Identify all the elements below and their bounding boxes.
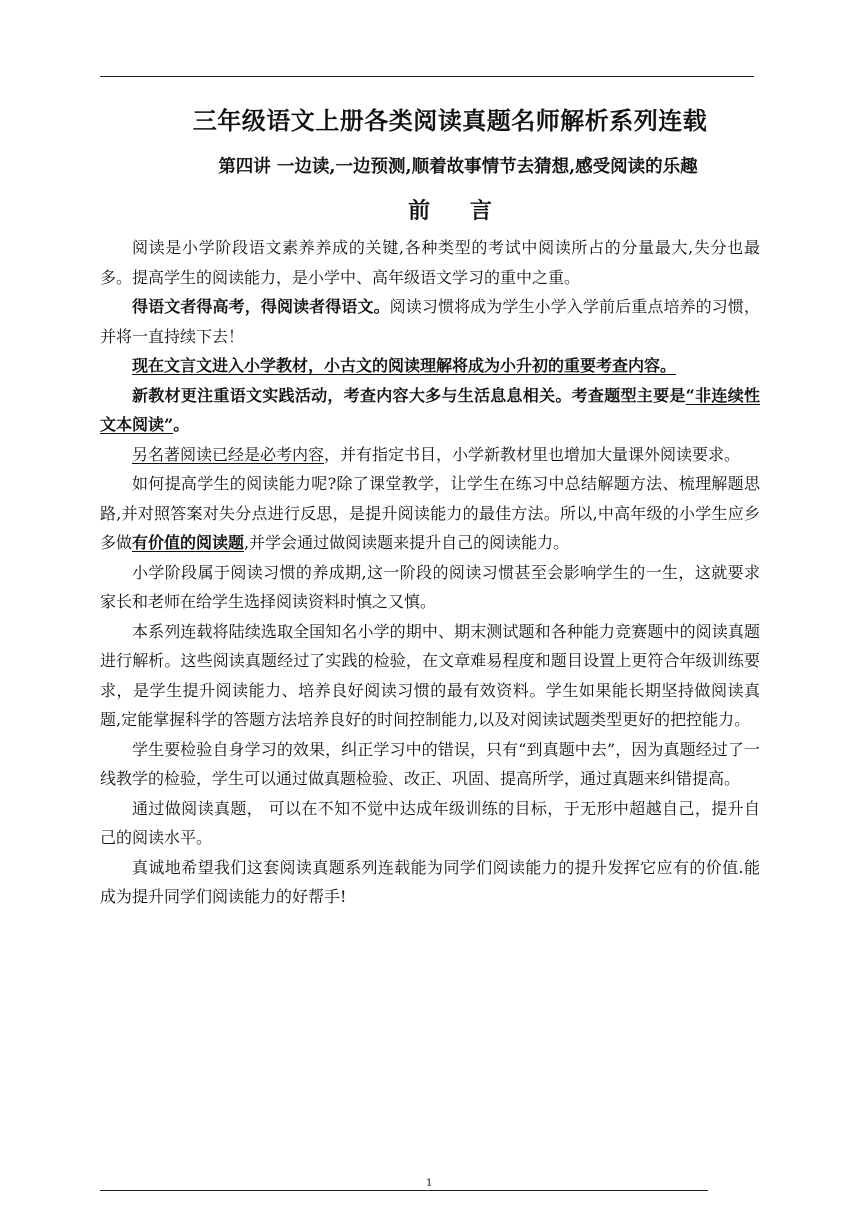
lecture-subtitle: 第四讲 一边读,一边预测,顺着故事情节去猜想,感受阅读的乐趣 [218,157,698,177]
paragraph-4-bold: 新教材更注重语文实践活动，考查内容大多与生活息息相关。考查题型主要是 [132,385,686,405]
paragraph-4-underlined: “非连续性文本阅读” [100,385,760,434]
paragraph-2 [100,292,760,351]
paragraph-8: 本系列连载将陆续选取全国知名小学的期中、期末测试题和各种能力竞赛题中的阅读真题进行解析。这些阅读真题经过了实践的检验，在文章难易程度和题目设置上更符合年级训练要求，是学生提升阅读能力、培养良好阅读习惯的最有效资料。学生如果能长期坚持做阅读真题,定能掌握科学的答题方法培养良好的时间控制能力,以及对阅读试题类型更好的把控能力。 [100,621,760,729]
footer-rule [100,1190,708,1191]
paragraph-5-underlined: 另名著阅读已经是必考内容 [132,444,325,464]
preface-body [100,233,760,912]
paragraph-9: 学生要检验自身学习的效果，纠正学习中的错误，只有“到真题中去”，因为真题经过了一线教学的检验，学生可以通过做真题检验、改正、巩固、提高所学，通过真题来纠错提高。 [100,739,760,788]
paragraph-6-underlined: 有价值的阅读题 [132,533,245,552]
paragraph-11: 真诚地希望我们这套阅读真题系列连载能为同学们阅读能力的提升发挥它应有的价值.能成为提升同学们阅读能力的好帮手! [100,857,760,906]
paragraph-5 [100,440,760,470]
paragraph-2-rest: 阅读习惯将成为学生小学入学前后重点培养的习惯，并将一直持续下去！ [100,297,760,346]
paragraph-4-end: 。 [173,415,190,434]
paragraph-6-start: 如何提高学生的阅读能力呢?除了课堂教学，让学生在练习中总结解题方法、梳理解题思路,并对照答案对失分点进行反思，是提升阅读能力的最佳方法。所以,中高年级的小学生应乡多做 [100,474,760,552]
paragraph-5-rest: ，并有指定书目，小学新教材里也增加大量课外阅读要求。 [324,444,741,464]
paragraph-6-rest: ,并学会通过做阅读题来提升自己的阅读能力。 [244,533,570,552]
header-rule [100,76,754,77]
document-title: 三年级语文上册各类阅读真题名师解析系列连载 [192,106,708,135]
paragraph-10: 通过做阅读真题， 可以在不知不觉中达成年级训练的目标，于无形中超越自己，提升自己的阅读水平。 [100,798,760,847]
paragraph-7: 小学阶段属于阅读习惯的养成期,这一阶段的阅读习惯甚至会影响学生的一生，这就要求家长和老师在给学生选择阅读资料时慎之又慎。 [100,562,760,611]
page-number: 1 [426,1178,433,1189]
paragraph-6 [100,469,760,558]
section-heading: 前 言 [408,198,508,224]
paragraph-1: 阅读是小学阶段语文素养养成的关键,各种类型的考试中阅读所占的分量最大,失分也最多。提高学生的阅读能力，是小学中、高年级语文学习的重中之重。 [100,238,760,287]
bold-slogan: 得语文者得高考，得阅读者得语文。 [132,297,390,316]
paragraph-4 [100,381,760,440]
paragraph-3-emphasis: 现在文言文进入小学教材，小古文的阅读理解将成为小升初的重要考查内容。 [132,356,677,375]
